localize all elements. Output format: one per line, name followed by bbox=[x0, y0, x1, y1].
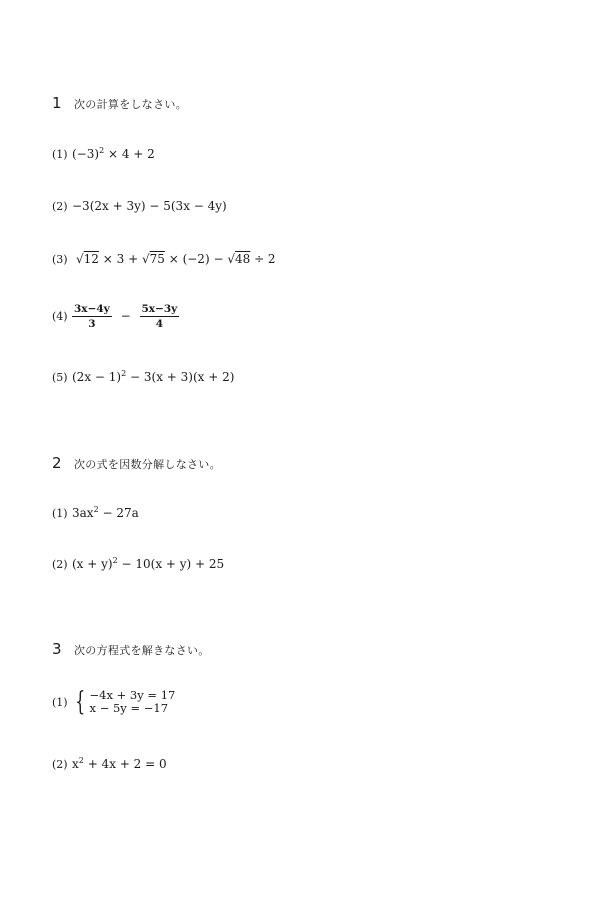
problem-3-2 bbox=[52, 757, 167, 771]
problem-label: (1) bbox=[52, 695, 68, 709]
problem-expression: $(-3)^2 \times 4 + 2$ bbox=[72, 146, 155, 161]
section-instruction: 次の計算をしなさい。 bbox=[74, 98, 187, 111]
problem-label: (2) bbox=[52, 199, 68, 213]
problem-expression: $(2x - 1)^2 - 3(x + 3)(x + 2)$ bbox=[72, 369, 235, 384]
problem-expression: √12 × 3 + √75 × (−2) − √48 ÷ 2 bbox=[76, 252, 276, 266]
fraction: $\frac{3x-4y}{3}$ bbox=[74, 303, 110, 330]
section-2-heading bbox=[52, 454, 221, 472]
problem-1-2 bbox=[52, 199, 227, 213]
problem-3-1 bbox=[52, 689, 175, 715]
problem-label: (1) bbox=[52, 147, 68, 161]
problem-expression: −3(2x + 3y) − 5(3x − 4y) bbox=[72, 199, 227, 213]
section-number: 2 bbox=[52, 454, 62, 472]
problem-1-1 bbox=[52, 147, 155, 161]
problem-expression: $\frac{3x-4y}{3}$ − $\frac{5x-3y}{4}$ bbox=[74, 303, 178, 330]
problem-label: (3) bbox=[52, 252, 68, 266]
left-brace-icon: { bbox=[75, 687, 86, 717]
section-instruction: 次の方程式を解きなさい。 bbox=[74, 644, 210, 657]
problem-1-4 bbox=[52, 303, 179, 330]
problem-label: (2) bbox=[52, 757, 68, 771]
section-3-heading bbox=[52, 640, 210, 658]
section-number: 3 bbox=[52, 640, 62, 658]
problem-label: (4) bbox=[52, 310, 68, 323]
problem-expression: $(x + y)^2 - 10(x + y) + 25$ bbox=[72, 556, 225, 571]
problem-label: (5) bbox=[52, 370, 68, 384]
section-instruction: 次の式を因数分解しなさい。 bbox=[74, 458, 221, 471]
problem-2-2 bbox=[52, 557, 224, 571]
equation-line: −4x + 3y = 17 bbox=[89, 688, 176, 702]
problem-expression: $x^2 + 4x + 2 = 0$ bbox=[72, 756, 167, 771]
problem-1-3 bbox=[52, 252, 276, 266]
problem-1-5 bbox=[52, 370, 234, 384]
equation-line: x − 5y = −17 bbox=[89, 701, 169, 715]
problem-label: (1) bbox=[52, 506, 68, 520]
fraction: $\frac{5x-3y}{4}$ bbox=[141, 303, 178, 330]
equation-system bbox=[72, 689, 175, 715]
problem-2-1 bbox=[52, 506, 139, 520]
section-1-heading bbox=[52, 94, 187, 112]
section-number: 1 bbox=[52, 94, 62, 112]
problem-label: (2) bbox=[52, 557, 68, 571]
problem-expression: $3ax^2 - 27a$ bbox=[72, 505, 139, 520]
